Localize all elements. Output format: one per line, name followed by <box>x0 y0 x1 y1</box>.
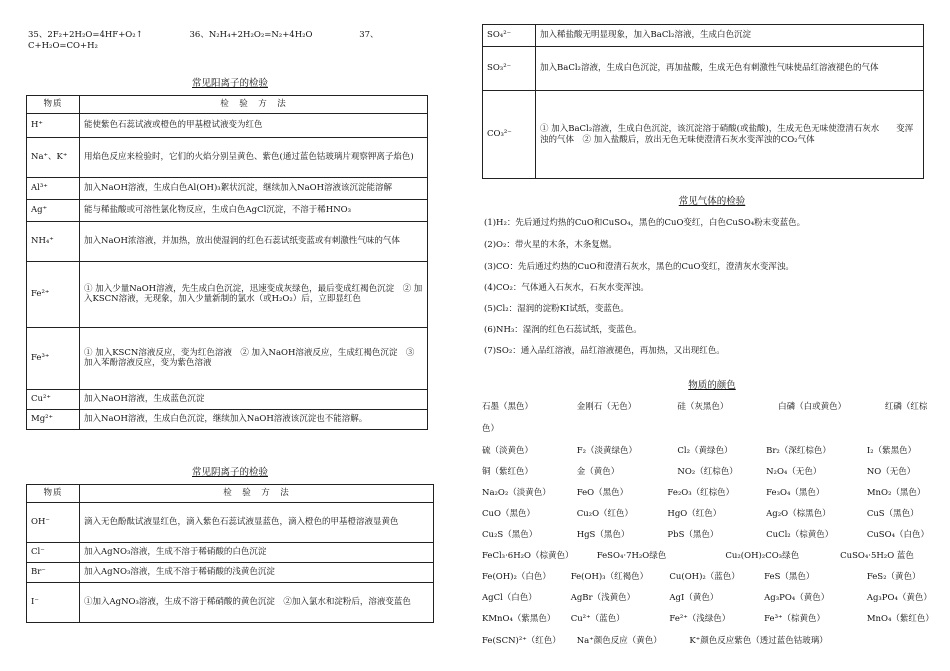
gas-line: (7)SO₂：通入品红溶液，品红溶液褪色，再加热，又出现红色。 <box>484 346 725 356</box>
table-row <box>27 502 434 542</box>
color-item: FeSO₄·7H₂O绿色 <box>596 551 667 561</box>
color-row <box>482 488 932 499</box>
ion-cell: Al³⁺ <box>27 177 80 199</box>
color-item: CuSO₄·5H₂O 蓝色 <box>840 551 914 561</box>
cation-table <box>26 95 428 430</box>
table-row <box>27 562 434 582</box>
header-method: 检 验 方 法 <box>80 485 434 503</box>
color-item: Fe²⁺（浅绿色） <box>669 614 731 624</box>
table-row <box>27 199 428 221</box>
header-substance: 物质 <box>27 485 80 503</box>
ion-cell: CO₃²⁻ <box>483 91 536 179</box>
color-row <box>482 551 932 562</box>
color-item: FeO（黑色） <box>576 488 629 498</box>
color-item: MnO₄（紫红色） <box>866 614 934 624</box>
color-item: Fe³⁺（棕黄色） <box>764 614 825 624</box>
color-row <box>482 467 932 478</box>
color-row <box>482 509 932 520</box>
color-item: Na⁺颜色反应（黄色） <box>576 636 662 646</box>
color-item: CuO（黑色） <box>482 509 535 519</box>
color-item: Cu₂(OH)₂CO₃绿色 <box>725 551 800 561</box>
ion-cell: SO₃²⁻ <box>483 47 536 91</box>
color-item: 红磷（红棕 <box>884 402 928 412</box>
header-method: 检 验 方 法 <box>80 96 428 114</box>
cation-section-title: 常见阳离子的检验 <box>191 78 268 89</box>
color-item: FeS₂（黄色） <box>866 572 921 582</box>
color-item: Br₂（深红棕色） <box>766 446 831 456</box>
color-item: Na₂O₂（淡黄色） <box>482 488 551 498</box>
table-row <box>483 91 924 179</box>
top-equations <box>28 30 448 51</box>
color-row <box>482 614 932 625</box>
method-cell: 加入NaOH溶液，生成蓝色沉淀 <box>80 389 428 409</box>
color-item: Ag₃PO₄（黄色） <box>866 593 932 603</box>
method-cell: ① 加入少量NaOH溶液，先生成白色沉淀，迅速变成灰绿色，最后变成红褐色沉淀 ② 加入KSCN溶液，无现象，加入少量新制的氯水（或H₂O₂）后，立即显红色 <box>80 261 428 327</box>
color-row <box>482 446 932 457</box>
method-cell: ① 加入BaCl₂溶液，生成白色沉淀，该沉淀溶于硝酸(或盐酸)，生成无色无味使澄清石灰水 变浑浊的气体 ② 加入盐酸后，放出无色无味使澄清石灰水变浑浊的CO₂气体 <box>536 91 924 179</box>
method-cell: 加入BaCl₂溶液，生成白色沉淀，再加盐酸，生成无色有刺激性气味使品红溶液褪色的气体 <box>536 47 924 91</box>
color-item: 硅（灰黑色） <box>677 402 729 412</box>
method-cell: 能使紫色石蕊试液或橙色的甲基橙试液变为红色 <box>80 113 428 137</box>
color-item: N₂O₄（无色） <box>766 467 822 477</box>
color-item: 金（黄色） <box>576 467 620 477</box>
color-row <box>482 593 932 604</box>
ion-cell: Ag⁺ <box>27 199 80 221</box>
color-row <box>482 530 932 541</box>
color-item: PbS（黑色） <box>667 530 719 540</box>
color-item: Cu(OH)₂（蓝色） <box>669 572 740 582</box>
color-item: KMnO₄（紫黑色） <box>482 614 556 624</box>
method-cell: 加入NaOH溶液，生成白色沉淀，继续加入NaOH溶液该沉淀也不能溶解。 <box>80 409 428 429</box>
gas-line: (6)NH₃：湿润的红色石蕊试纸，变蓝色。 <box>484 325 642 335</box>
color-item: 色） <box>482 424 500 434</box>
color-item: HgS（黑色） <box>576 530 630 540</box>
color-item: Fe(OH)₂（白色） <box>482 572 551 582</box>
gas-line: (4)CO₂：气体通入石灰水，石灰水变浑浊。 <box>484 283 649 293</box>
table-row <box>27 221 428 261</box>
ion-cell: Cl⁻ <box>27 542 80 562</box>
color-item: Cl₂（黄绿色） <box>677 446 733 456</box>
method-cell: 加入稀盐酸无明显现象，加入BaCl₂溶液，生成白色沉淀 <box>536 25 924 47</box>
ion-cell: Fe³⁺ <box>27 327 80 389</box>
ion-cell: Cu²⁺ <box>27 389 80 409</box>
ion-cell: OH⁻ <box>27 502 80 542</box>
color-item: CuSO₄（白色） <box>866 530 929 540</box>
color-item: NO（无色） <box>866 467 916 477</box>
table-row <box>27 327 428 389</box>
equation-36: 36、N₂H₄+2H₂O₂=N₂+4H₂O <box>189 30 313 40</box>
color-item: Fe(OH)₃（红褐色） <box>570 572 649 582</box>
table-header <box>27 485 434 503</box>
color-row <box>482 424 932 435</box>
ion-cell: NH₄⁺ <box>27 221 80 261</box>
color-item: FeCl₃·6H₂O（棕黄色） <box>482 551 574 561</box>
table-row <box>27 389 428 409</box>
table-row <box>27 582 434 622</box>
gas-section-title: 常见气体的检验 <box>678 196 746 207</box>
color-item: 金刚石（无色） <box>576 402 637 412</box>
color-row <box>482 572 932 583</box>
method-cell: 加入AgNO₃溶液，生成不溶于稀硝酸的白色沉淀 <box>80 542 434 562</box>
gas-line: (2)O₂：带火星的木条，木条复燃。 <box>484 240 617 250</box>
color-row <box>482 636 932 647</box>
method-cell: 加入AgNO₃溶液，生成不溶于稀硝酸的浅黄色沉淀 <box>80 562 434 582</box>
equation-37: 37、C+H₂O=CO+H₂ <box>28 30 379 51</box>
color-item: Fe₂O₃（红棕色） <box>667 488 735 498</box>
anion-continued-table <box>482 24 924 179</box>
color-item: Ag₂O（棕黑色） <box>766 509 831 519</box>
anion-section-title: 常见阴离子的检验 <box>191 467 268 478</box>
color-item: Ag₃PO₄（黄色） <box>764 593 830 603</box>
color-item: I₂（紫黑色） <box>866 446 917 456</box>
color-item: CuCl₂（棕黄色） <box>766 530 834 540</box>
table-row <box>27 542 434 562</box>
table-row <box>27 409 428 429</box>
method-cell: 加入NaOH浓溶液，并加热，放出使湿润的红色石蕊试纸变蓝或有刺激性气味的气体 <box>80 221 428 261</box>
color-item: AgBr（浅黄色） <box>570 593 636 603</box>
color-item: AgCl（白色） <box>482 593 537 603</box>
color-row <box>482 402 932 413</box>
equation-35: 35、2F₂+2H₂O=4HF+O₂↑ <box>28 30 143 40</box>
ion-cell: SO₄²⁻ <box>483 25 536 47</box>
color-item: F₂（淡黄绿色） <box>576 446 638 456</box>
color-item: CuS（黑色） <box>866 509 919 519</box>
method-cell: 能与稀盐酸或可溶性氯化物反应，生成白色AgCl沉淀，不溶于稀HNO₃ <box>80 199 428 221</box>
color-item: Cu²⁺（蓝色） <box>570 614 625 624</box>
ion-cell: Fe²⁺ <box>27 261 80 327</box>
table-row <box>483 47 924 91</box>
ion-cell: Mg²⁺ <box>27 409 80 429</box>
color-item: K⁺颜色反应紫色（透过蓝色钴玻璃） <box>689 636 828 646</box>
ion-cell: Na⁺、K⁺ <box>27 137 80 177</box>
method-cell: ① 加入KSCN溶液反应，变为红色溶液 ② 加入NaOH溶液反应，生成红褐色沉淀 ③ 加入苯酚溶液反应，变为紫色溶液 <box>80 327 428 389</box>
table-row <box>27 137 428 177</box>
gas-line: (3)CO：先后通过灼热的CuO和澄清石灰水，黑色的CuO变红，澄清灰水变浑浊。 <box>484 262 794 272</box>
color-item: Fe(SCN)²⁺（红色） <box>482 636 561 646</box>
method-cell: 用焰色反应来检验时，它们的火焰分别呈黄色、紫色(通过蓝色钴玻璃片观察钾离子焰色) <box>80 137 428 177</box>
ion-cell: Br⁻ <box>27 562 80 582</box>
table-row <box>27 113 428 137</box>
color-item: Cu₂O（红色） <box>576 509 634 519</box>
color-item: HgO（红色） <box>667 509 722 519</box>
color-item: Cu₂S（黑色） <box>482 530 538 540</box>
color-item: 石墨（黑色） <box>482 402 534 412</box>
anion-table <box>26 484 434 623</box>
gas-line: (5)Cl₂：湿润的淀粉KI试纸，变蓝色。 <box>484 304 629 314</box>
color-item: 铜（紫红色） <box>482 467 534 477</box>
ion-cell: H⁺ <box>27 113 80 137</box>
header-substance: 物质 <box>27 96 80 114</box>
color-item: MnO₂（黑色） <box>866 488 926 498</box>
color-item: 硫（淡黄色） <box>482 446 534 456</box>
gas-line: (1)H₂：先后通过灼热的CuO和CuSO₄，黑色的CuO变红，白色CuSO₄粉末变蓝色。 <box>484 218 806 228</box>
color-section-title: 物质的颜色 <box>688 380 736 391</box>
ion-cell: I⁻ <box>27 582 80 622</box>
color-item: FeS（黑色） <box>764 572 815 582</box>
table-header <box>27 96 428 114</box>
color-item: Fe₃O₄（黑色） <box>766 488 825 498</box>
color-item: 白磷（白或黄色） <box>778 402 847 412</box>
table-row <box>27 177 428 199</box>
method-cell: ①加入AgNO₃溶液，生成不溶于稀硝酸的黄色沉淀 ②加入氯水和淀粉后，溶液变蓝色 <box>80 582 434 622</box>
table-row <box>27 261 428 327</box>
table-row <box>483 25 924 47</box>
method-cell: 滴入无色酚酞试液显红色，滴入紫色石蕊试液显蓝色，滴入橙色的甲基橙溶液显黄色 <box>80 502 434 542</box>
color-item: AgI（黄色） <box>669 593 719 603</box>
color-item: NO₂（红棕色） <box>677 467 738 477</box>
method-cell: 加入NaOH溶液，生成白色Al(OH)₃絮状沉淀，继续加入NaOH溶液该沉淀能溶解 <box>80 177 428 199</box>
